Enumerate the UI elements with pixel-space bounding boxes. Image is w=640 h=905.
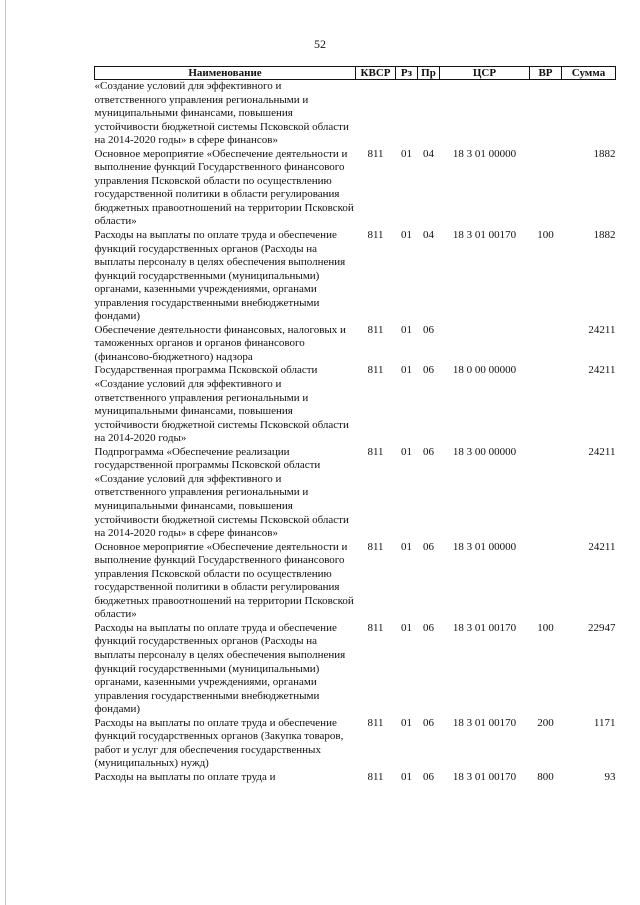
row-vr <box>530 80 562 148</box>
table-header-row <box>95 67 616 80</box>
row-csr: 18 3 00 00000 <box>452 445 517 458</box>
row-pr: 04 <box>423 229 434 242</box>
table-row <box>95 148 616 229</box>
table-row <box>95 80 616 148</box>
row-vr: 100 <box>537 229 554 242</box>
row-rz: 01 <box>401 147 412 160</box>
row-sum: 93 <box>604 770 616 783</box>
row-kvsr: 811 <box>367 323 384 336</box>
row-name: Расходы на выплаты по оплате труда и <box>94 770 276 783</box>
row-sum: 1882 <box>593 147 616 160</box>
row-vr: 200 <box>537 716 554 729</box>
row-rz: 01 <box>401 770 412 783</box>
row-sum: 22947 <box>588 621 616 634</box>
row-vr <box>530 324 562 365</box>
row-kvsr: 811 <box>367 716 384 729</box>
header-csr: ЦСР <box>440 67 530 80</box>
table-row <box>95 771 616 785</box>
row-kvsr: 811 <box>367 770 384 783</box>
row-sum: 24211 <box>588 323 616 336</box>
row-rz <box>396 80 418 148</box>
row-pr: 06 <box>423 621 434 634</box>
row-name: Государственная программа Псковской области «Создание условий для эффективного и ответственного управления региональными и муниципальными финансами, повышения устойчивости бюджетной системы Псковской области на 2014-2020 годы» <box>94 364 349 445</box>
row-rz: 01 <box>401 716 412 729</box>
row-pr: 06 <box>423 770 434 783</box>
row-kvsr: 811 <box>367 445 384 458</box>
row-name: Расходы на выплаты по оплате труда и обеспечение функций государственных органов (Закупка товаров, работ и услуг для обеспечения государственных (муниципальных) нужд) <box>94 716 344 770</box>
row-pr: 06 <box>423 540 434 553</box>
row-vr <box>530 364 562 445</box>
row-kvsr: 811 <box>367 147 384 160</box>
row-vr <box>530 148 562 229</box>
row-kvsr: 811 <box>367 229 384 242</box>
header-pr: Пр <box>418 67 440 80</box>
row-kvsr <box>356 80 396 148</box>
row-vr <box>530 541 562 622</box>
table-row <box>95 622 616 717</box>
row-name: Основное мероприятие «Обеспечение деятельности и выполнение функций Государственного финансового управления Псковской области по осуществлению государственной политики в области регулирования бюджетных правоотношений на территории Псковской области» <box>94 147 354 228</box>
row-sum: 1882 <box>593 229 616 242</box>
row-kvsr: 811 <box>367 621 384 634</box>
row-sum: 1171 <box>593 716 616 729</box>
row-name: Расходы на выплаты по оплате труда и обеспечение функций государственных органов (Расходы на выплаты персоналу в целях обеспечения выполнения функций государственными (муниципальными) органами, казенными учреждениями, органами управления государственными внебюджетными фондами) <box>94 621 346 716</box>
row-sum: 24211 <box>588 445 616 458</box>
row-pr: 06 <box>423 364 434 377</box>
row-sum <box>562 80 616 148</box>
row-csr <box>440 324 530 365</box>
row-vr <box>530 446 562 541</box>
scan-edge-line <box>5 0 6 905</box>
row-pr: 06 <box>423 445 434 458</box>
header-name: Наименование <box>95 67 356 80</box>
row-vr: 800 <box>537 770 554 783</box>
row-vr: 100 <box>537 621 554 634</box>
row-rz: 01 <box>401 323 412 336</box>
row-rz: 01 <box>401 621 412 634</box>
row-name: Основное мероприятие «Обеспечение деятельности и выполнение функций Государственного финансового управления Псковской области по осуществлению государственной политики в области регулирования бюджетных правоотношений на территории Псковской области» <box>94 540 354 621</box>
row-kvsr: 811 <box>367 540 384 553</box>
table-row <box>95 446 616 541</box>
row-sum: 24211 <box>588 364 616 377</box>
row-pr: 06 <box>423 716 434 729</box>
header-rz: Рз <box>396 67 418 80</box>
row-csr: 18 3 01 00170 <box>452 621 517 634</box>
row-pr: 04 <box>423 147 434 160</box>
row-csr: 18 3 01 00170 <box>452 229 517 242</box>
row-pr: 06 <box>423 323 434 336</box>
row-csr: 18 3 01 00170 <box>452 770 517 783</box>
page-number: 52 <box>314 37 326 51</box>
table-row <box>95 541 616 622</box>
row-rz: 01 <box>401 364 412 377</box>
row-rz: 01 <box>401 229 412 242</box>
row-kvsr: 811 <box>367 364 384 377</box>
row-name: Расходы на выплаты по оплате труда и обеспечение функций государственных органов (Расходы на выплаты персоналу в целях обеспечения выполнения функций государственными (муниципальными) органами, казенными учреждениями, органами управления государственными внебюджетными фондами) <box>94 229 346 323</box>
table-row <box>95 364 616 445</box>
row-pr <box>418 80 440 148</box>
table-row <box>95 324 616 365</box>
row-name: «Создание условий для эффективного и ответственного управления региональными и муниципальными финансами, повышения устойчивости бюджетной системы Псковской области на 2014-2020 годы» в сфере финансов» <box>94 80 349 147</box>
row-sum: 24211 <box>588 540 616 553</box>
row-name: Обеспечение деятельности финансовых, налоговых и таможенных органов и органов финансового (финансово-бюджетного) надзора <box>94 323 346 363</box>
table-row <box>95 229 616 324</box>
row-rz: 01 <box>401 540 412 553</box>
table-row <box>95 717 616 771</box>
budget-table <box>94 66 616 784</box>
row-csr: 18 3 01 00000 <box>452 540 517 553</box>
header-kvsr: КВСР <box>356 67 396 80</box>
row-csr: 18 3 01 00000 <box>452 147 517 160</box>
row-csr: 18 3 01 00170 <box>452 716 517 729</box>
header-vr: ВР <box>530 67 562 80</box>
header-sum: Сумма <box>562 67 616 80</box>
row-rz: 01 <box>401 445 412 458</box>
row-csr: 18 0 00 00000 <box>452 364 517 377</box>
row-name: Подпрограмма «Обеспечение реализации государственной программы Псковской области «Создание условий для эффективного и ответственного управления региональными и муниципальными финансами, повышения устойчивости бюджетной системы Псковской области на 2014-2020 годы» в сфере финансов» <box>94 445 349 540</box>
row-csr <box>440 80 530 148</box>
